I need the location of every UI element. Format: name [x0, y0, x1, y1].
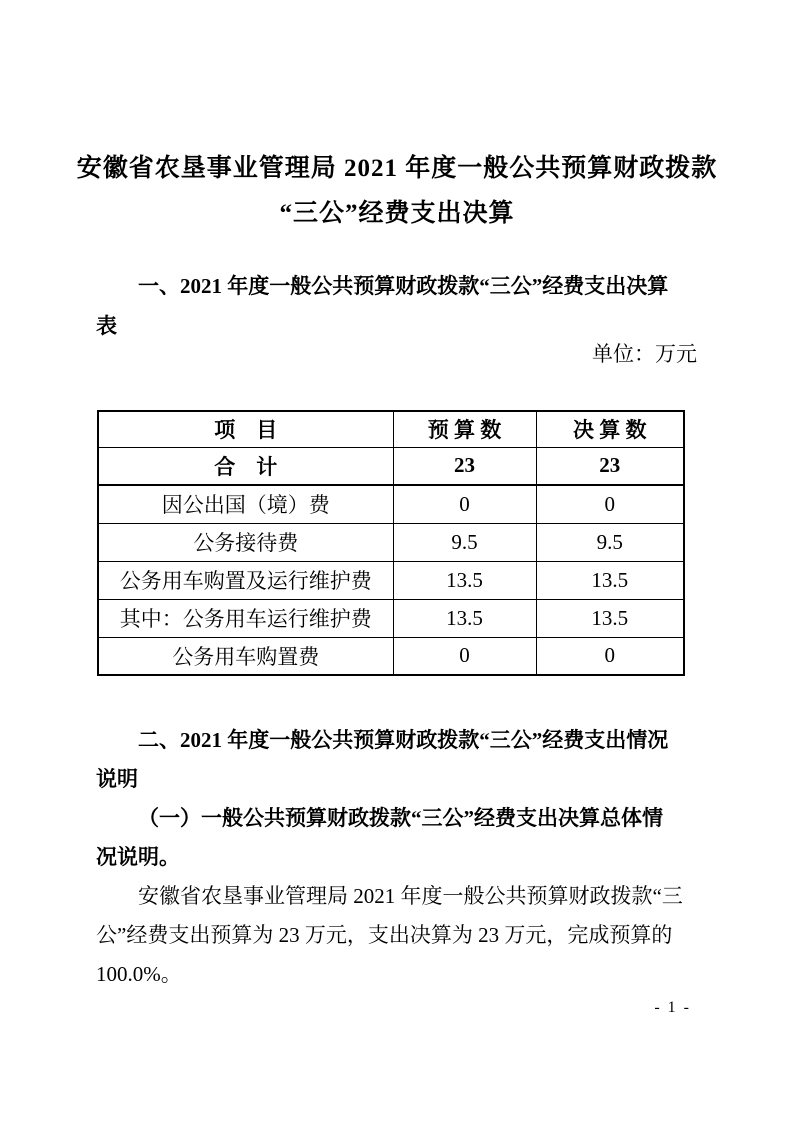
section2-heading-line-2: 说明 — [96, 767, 138, 791]
budget-cell: 9.5 — [393, 523, 536, 561]
summary-paragraph-line-3: 100.0%。 — [96, 962, 182, 986]
summary-paragraph-line-2: 公”经费支出预算为 23 万元，支出决算为 23 万元，完成预算的 — [96, 923, 673, 947]
item-cell: 公务接待费 — [98, 523, 393, 561]
section2-heading-line-1: 二、2021 年度一般公共预算财政拨款“三公”经费支出情况 — [138, 728, 669, 752]
section1-heading — [96, 266, 698, 346]
section1-heading-line-1: 一、2021 年度一般公共预算财政拨款“三公”经费支出决算 — [138, 274, 669, 298]
table-unit-label: 单位：万元 — [592, 342, 697, 366]
budget-cell: 0 — [393, 637, 536, 675]
budget-cell: 13.5 — [393, 599, 536, 637]
final-cell: 13.5 — [536, 599, 684, 637]
summary-paragraph-line-1: 安徽省农垦事业管理局 2021 年度一般公共预算财政拨款“三 — [138, 884, 683, 908]
section1-heading-line-2: 表 — [96, 314, 117, 338]
page-number: - 1 - — [654, 999, 691, 1016]
item-cell: 公务用车购置及运行维护费 — [98, 561, 393, 599]
budget-cell: 23 — [393, 447, 536, 485]
final-cell: 0 — [536, 485, 684, 523]
item-cell: 合 计 — [98, 447, 393, 485]
column-header-final: 决 算 数 — [536, 411, 684, 447]
table-row-vehicle-purchase — [98, 637, 684, 675]
section2-block — [96, 721, 698, 994]
column-header-item: 项 目 — [98, 411, 393, 447]
budget-cell: 0 — [393, 485, 536, 523]
table-row-vehicle-total — [98, 561, 684, 599]
table-row-total — [98, 447, 684, 485]
final-cell: 9.5 — [536, 523, 684, 561]
item-cell: 其中：公务用车运行维护费 — [98, 599, 393, 637]
column-header-budget: 预 算 数 — [393, 411, 536, 447]
table-header-row — [98, 411, 684, 447]
final-cell: 13.5 — [536, 561, 684, 599]
table-row-vehicle-operation — [98, 599, 684, 637]
table-row-abroad-fee — [98, 485, 684, 523]
section2-sub-heading-line-1: （一）一般公共预算财政拨款“三公”经费支出决算总体情 — [138, 806, 663, 830]
item-cell: 因公出国（境）费 — [98, 485, 393, 523]
document-title — [0, 146, 794, 236]
budget-cell: 13.5 — [393, 561, 536, 599]
final-cell: 0 — [536, 637, 684, 675]
section2-sub-heading-line-2: 况说明。 — [96, 845, 180, 869]
three-public-expenditure-table — [97, 410, 685, 676]
item-cell: 公务用车购置费 — [98, 637, 393, 675]
table-row-reception-fee — [98, 523, 684, 561]
document-title-line-1: 安徽省农垦事业管理局 2021 年度一般公共预算财政拨款 — [76, 155, 718, 182]
final-cell: 23 — [536, 447, 684, 485]
document-title-line-2: “三公”经费支出决算 — [279, 200, 515, 227]
